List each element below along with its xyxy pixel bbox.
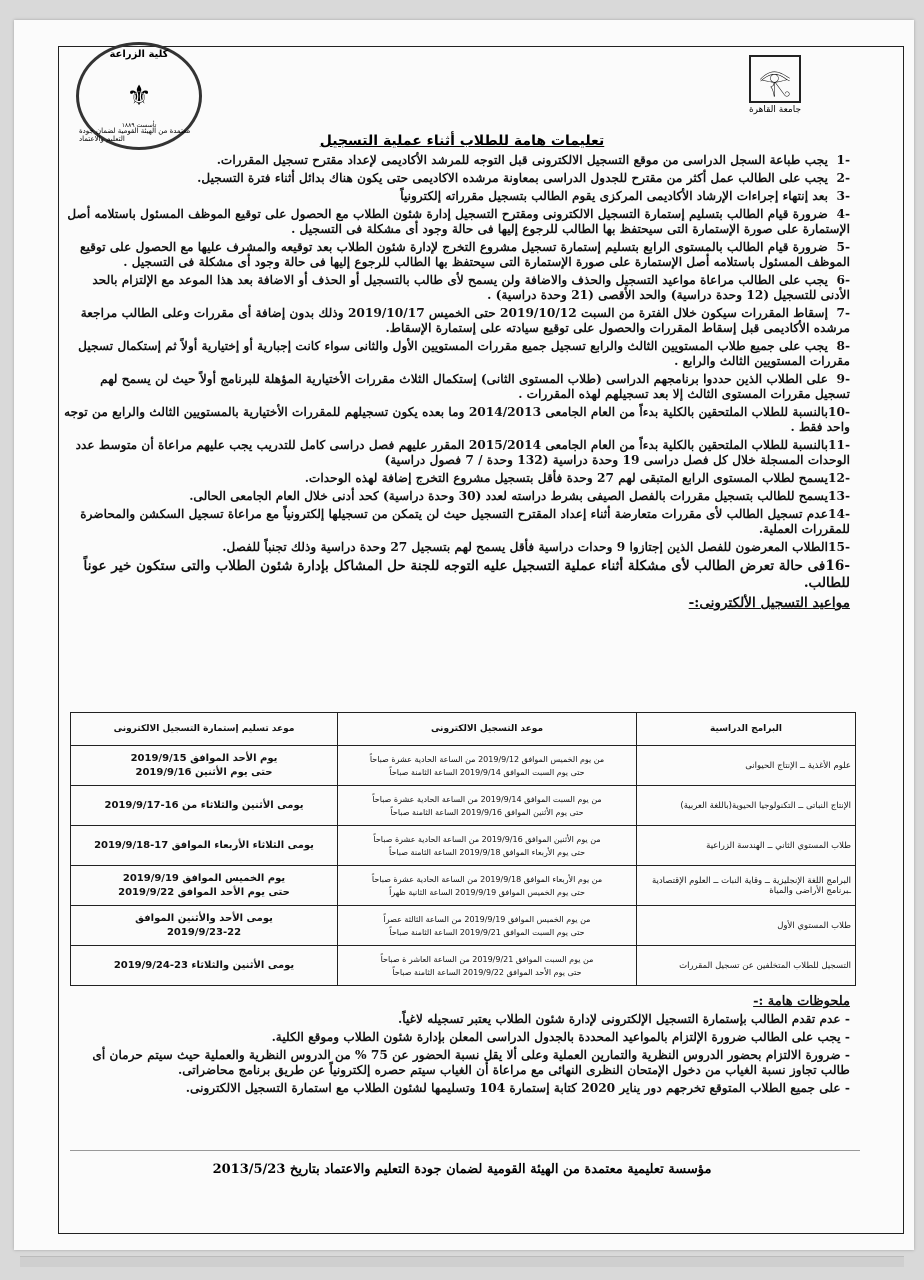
instruction-item: -13يسمح للطالب بتسجيل مقررات بالفصل الصيفى بشرط دراسته لعدد (30 وحدة دراسية) كحد أدنى خلال العام الجامعى الحالى. [189, 489, 850, 503]
program-cell: طلاب المستوي الأول [637, 906, 856, 946]
registration-cell: من يوم الخميس الموافق 2019/9/19 من الساعة الثالثة عصراً حتى يوم السبت الموافق 2019/9/21 الساعة الثامنة صباحاً [338, 906, 637, 946]
seal-bottom-text: معتمدة من الهيئة القومية لضمان جودة التعليم والاعتماد [79, 127, 191, 143]
wheat-emblem-icon: ⚜ [126, 79, 152, 112]
table-header-row [71, 713, 856, 746]
instruction-item: -1يجب طباعة السجل الدراسى من موقع التسجيل الالكترونى قبل التوجه للمرشد الأكاديمى لإعداد مقترح تسجيل المقررات. [216, 153, 850, 167]
instruction-item: -16فى حالة تعرض الطالب لأى مشكلة أثناء عملية التسجيل عليه التوجه للجنة حل المشاكل بإدارة شئون الطلاب والتى ستكون خير عوناً للطالب. [83, 558, 850, 591]
instruction-item: -11بالنسبة للطلاب الملتحقين بالكلية بدءاً من العام الجامعى 2015/2014 المقرر عليهم فصل دراسى كامل للتدريب يجب عليهم مراعاة أن متوسط عدد الوحدات المسجلة خلال كل فصل دراسى 19 وحدة دراسية (132 وحدة / 7 فصول دراسية) [75, 438, 850, 467]
table-row [71, 906, 856, 946]
instruction-item: -5ضرورة قيام الطالب بالمستوى الرابع بتسليم إستمارة تسجيل مشروع التخرج لإدارة شئون الطلاب بعد توقيعه والمشرف عليها مع الحصول على توقيع الموظف المسئول باستلامه أصل الإستمارة على صورة الإستمارة التى سيحتفظ بها الطالب للرجوع إليها فى حالة وجود أى مشكلة فى التسجيل . [79, 240, 850, 269]
instruction-item: -8يجب على جميع طلاب المستويين الثالث والرابع تسجيل جميع مقررات المستويين الأول والثانى سواء كانت إجبارية أو إختيارية أولاً ثم إستكمال تسجيل مقررات المستويين الثالث والرابع . [78, 339, 850, 368]
instruction-item: -10بالنسبة للطلاب الملتحقين بالكلية بدءاً من العام الجامعى 2014/2013 وما بعده يكون تسجيلهم للمقررات الأختيارية بالمستويين الثالث والرابع من توجه واحد فقط . [64, 405, 850, 434]
registration-cell: من يوم السبت الموافق 2019/9/14 من الساعة الحادية عشرة صباحاً حتى يوم الأثنين الموافق 2019/9/16 الساعة الثامنة صباحاً [338, 786, 637, 826]
registration-cell: من يوم الخميس الموافق 2019/9/12 من الساعة الحادية عشرة صباحاً حتى يوم السبت الموافق 2019/9/14 الساعة الثامنة صباحاً [338, 746, 637, 786]
registration-cell: من يوم السبت الموافق 2019/9/21 من الساعة العاشر ة صباحاً حتى يوم الأحد الموافق 2019/9/22 الساعة الثامنة صباحاً [338, 946, 637, 986]
instructions-list [62, 153, 850, 615]
page-title: تعليمات هامة للطلاب أثناء عملية التسجيل [319, 133, 605, 149]
schedule-heading: مواعيد التسجيل الألكترونى:- [688, 595, 850, 611]
registration-schedule-table [70, 712, 856, 986]
submission-cell: يومى الأثنين والثلاثاء 23-2019/9/24 [71, 946, 338, 986]
instruction-item: -12يسمح لطلاب المستوى الرابع المتبقى لهم 27 وحدة فأقل بتسجيل مشروع التخرج إضافة لهذه الوحدات. [304, 471, 850, 485]
instruction-item: -6يجب على الطالب مراعاة مواعيد التسجيل والحذف والاضافة ولن يسمح لأى طالب بالتسجيل أو الحذف أو الاضافة بعد هذا الموعد مع الإلتزام بالحد الأدنى للتسجيل (12 وحدة دراسية) والحد الأقصى (21 وحدة دراسية) . [92, 273, 850, 302]
submission-cell: يومى الأثنين والثلاثاء من 16-2019/9/17 [71, 786, 338, 826]
column-header-submission: موعد تسليم إستمارة التسجيل الالكترونى [71, 713, 338, 746]
instruction-item: -4ضرورة قيام الطالب بتسليم إستمارة التسجيل الالكترونى ومقترح التسجيل إدارة شئون الطلاب مع الحصول على توقيع الموظف المسئول باستلامه أصل الإستمارة على صورة الإستمارة التى سيحتفظ بها الطالب للرجوع إليها فى حالة وجود أى مشكلة فى التسجيل . [67, 207, 850, 236]
program-cell: الإنتاج النباتى ــ التكنولوجيا الحيوية(باللغة العربية) [637, 786, 856, 826]
university-logo [746, 55, 804, 117]
table-row [71, 786, 856, 826]
note-item: - ضرورة الالتزام بحضور الدروس النظرية والتمارين العملية وعلى ألا يقل نسبة الحضور عن 75 % من الدروس النظرية والعملية حيث سيتم حرمان أى طالب تجاوز نسبة الغياب من دخول الإمتحان النظرى النهائى مع مراعاة أن الغياب سيتم حصره إلكترونياً عن طريق برنامج محاضراتى. [92, 1048, 850, 1077]
column-header-programs: البرامج الدراسية [637, 713, 856, 746]
note-item: - عدم تقدم الطالب بإستمارة التسجيل الإلكترونى لإدارة شئون الطلاب يعتبر تسجيله لاغياً. [398, 1012, 850, 1026]
university-caption: جامعة القاهرة [748, 105, 802, 115]
instruction-item: -15الطلاب المعرضون للفصل الذين إجتازوا 9 وحدات دراسية فأقل يسمح لهم بتسجيل 27 وحدة دراسية وذلك تجنباً للفصل. [222, 540, 850, 554]
column-header-registration: موعد التسجيل الالكترونى [338, 713, 637, 746]
note-item: - يجب على الطالب ضرورة الإلتزام بالمواعيد المحددة بالجدول الدراسى المعلن بإدارة شئون الطلاب وموقع الكلية. [271, 1030, 850, 1044]
notes-section [62, 994, 850, 1099]
instruction-item: -2يجب على الطالب عمل أكثر من مقترح للجدول الدراسى بمعاونة مرشده الاكاديمى حتى يكون هناك بدائل أثناء فترة التسجيل. [197, 171, 850, 185]
seal-top-text: كلية الزراعة [109, 49, 169, 60]
submission-cell: يومى الأحد والأثنين الموافق 2019/9/23-22 [71, 906, 338, 946]
program-cell: التسجيل للطلاب المتخلفين عن تسجيل المقررات [637, 946, 856, 986]
submission-cell: يوم الأحد الموافق 2019/9/15 حتى يوم الأثنين 2019/9/16 [71, 746, 338, 786]
submission-cell: يومى الثلاثاء الأربعاء الموافق 17-2019/9/18 [71, 826, 338, 866]
program-cell: البرامج اللغة الإنجليزية ــ وقاية النبات ــ العلوم الإقتصادية ـبرنامج الأراضى والمياة [637, 866, 856, 906]
program-cell: علوم الأغذية ــ الإنتاج الحيوانى [637, 746, 856, 786]
note-item: - على جميع الطلاب المتوقع تخرجهم دور يناير 2020 كتابة إستمارة 104 وتسليمها لشئون الطلاب مع استمارة التسجيل الالكترونى. [185, 1081, 850, 1095]
program-cell: طلاب المستوي الثاني ــ الهندسة الزراعية [637, 826, 856, 866]
instruction-item: -7إسقاط المقررات سيكون خلال الفترة من السبت 2019/10/12 حتى الخميس 2019/10/17 وذلك بدون إضافة أى مقررات وعلى الطالب مراجعة مرشده الأكاديمى قبل إسقاط المقررات والحصول على توقيع سيادته على إستمارة الإسقاط. [80, 306, 850, 335]
registration-cell: من يوم الأربعاء الموافق 2019/9/18 من الساعة الحادية عشرة صباحاً حتى يوم الخميس الموافق 2019/9/19 الساعة الثانية ظهراً [338, 866, 637, 906]
table-row [71, 746, 856, 786]
table-row [71, 866, 856, 906]
notes-heading: ملحوظات هامة :- [753, 994, 850, 1009]
table-row [71, 946, 856, 986]
next-page-edge [20, 1256, 904, 1267]
instruction-item: -14عدم تسجيل الطالب لأى مقررات متعارضة أثناء إعداد المقترح التسجيل حيث لن يتمكن من تسجيلها إلكترونياً مع مراعاة تسجيل السكشن والمحاضرة للمقررات العملية. [80, 507, 850, 536]
instruction-item: -9على الطلاب الذين حددوا برنامجهم الدراسى (طلاب المستوى الثانى) إستكمال الثلاث مقررات الأختيارية المؤهلة للبرنامج أولاً حيث لن يسمح لهم تسجيل مقررات المستوى الثالث إلا بعد تسجيلهم لهذه المقررات . [100, 372, 850, 401]
instruction-item: -3بعد إنتهاء إجراءات الإرشاد الأكاديمى المركزى يقوم الطالب بتسجيل مقرراته إلكترونياً [400, 189, 850, 203]
registration-cell: من يوم الأثنين الموافق 2019/9/16 من الساعة الحادية عشرة صباحاً حتى يوم الأربعاء الموافق 2019/9/18 الساعة الثامنة صباحاً [338, 826, 637, 866]
submission-cell: يوم الخميس الموافق 2019/9/19 حتى يوم الأحد الموافق 2019/9/22 [71, 866, 338, 906]
seal-est-text: تأسست ١٨٨٩ [121, 122, 157, 129]
university-emblem-icon: 𓂀 [749, 55, 801, 103]
table-row [71, 826, 856, 866]
footer-divider [70, 1150, 860, 1151]
accreditation-footer: مؤسسة تعليمية معتمدة من الهيئة القومية لضمان جودة التعليم والاعتماد بتاريخ 2013/5/23 [212, 1162, 712, 1177]
